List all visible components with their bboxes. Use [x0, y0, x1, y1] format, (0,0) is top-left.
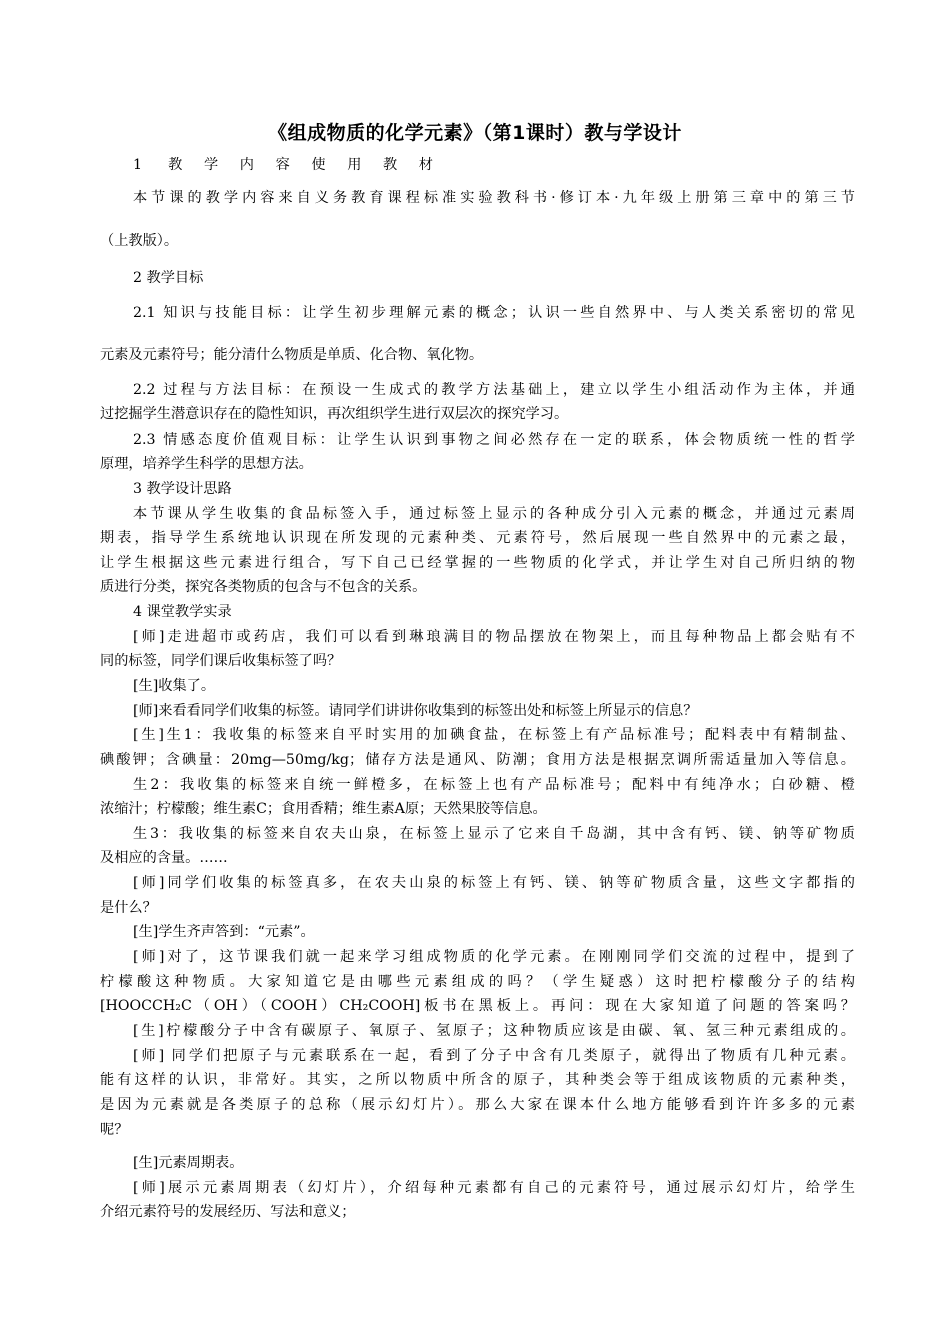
paragraph-line: 质进行分类，探究各类物质的包含与不包含的关系。: [100, 579, 427, 595]
paragraph-line: 同的标签，同学们课后收集标签了吗？: [100, 653, 342, 669]
paragraph-line: 介绍元素符号的发展经历、写法和意义；: [100, 1204, 356, 1220]
paragraph-line: [HOOCCH₂C（OH）（COOH）CH₂COOH]板书在黑板上。再问：现在大家知道了问题的答案吗？: [100, 998, 855, 1014]
paragraph-line: 浓缩汁；柠檬酸；维生素C；食用香精；维生素A原；天然果胶等信息。: [100, 801, 547, 817]
paragraph-line: [师]来看看同学们收集的标签。请同学们讲讲你收集到的标签出处和标签上所显示的信息？: [133, 703, 698, 719]
section-heading-1: 1 教学内容使用教材: [133, 157, 433, 173]
paragraph-line: 原理，培养学生科学的思想方法。: [100, 456, 313, 472]
paragraph-line: 让学生根据这些元素进行组合，写下自己已经掌握的一些物质的化学式，并让学生对自己所归纳的物: [100, 555, 855, 571]
paragraph-line: 呢？: [100, 1122, 129, 1138]
paragraph-line: [师]对了，这节课我们就一起来学习组成物质的化学元素。在刚刚同学们交流的过程中，提到了: [133, 949, 855, 965]
paragraph-line: [生]生1：我收集的标签来自平时实用的加碘食盐，在标签上有产品标准号；配料表中有精制盐、: [133, 727, 855, 743]
paragraph-line: 碘酸钾；含碘量：20mg—50mg/kg；储存方法是通风、防潮；食用方法是根据烹调所需适量加入等信息。: [100, 752, 855, 768]
paragraph-line: 元素及元素符号；能分清什么物质是单质、化合物、氧化物。: [100, 347, 484, 363]
paragraph-line: 本节课的教学内容来自义务教育课程标准实验教科书·修订本·九年级上册第三章中的第三节: [133, 190, 855, 206]
paragraph-line: 期表，指导学生系统地认识现在所发现的元素种类、元素符号，然后展现一些自然界中的元素之最，: [100, 530, 855, 546]
section-heading-3: 3 教学设计思路: [133, 481, 232, 497]
paragraph-line: [生]收集了。: [133, 678, 216, 694]
paragraph-line: [师]走进超市或药店，我们可以看到琳琅满目的物品摆放在物架上，而且每种物品上都会贴有不: [133, 629, 855, 645]
paragraph-line: 及相应的含量。……: [100, 850, 228, 866]
paragraph-line: 是什么？: [100, 900, 157, 916]
paragraph-line: [师]同学们收集的标签真多，在农夫山泉的标签上有钙、镁、钠等矿物质含量，这些文字都指的: [133, 875, 855, 891]
paragraph-line: 2.2 过程与方法目标：在预设一生成式的教学方法基础上，建立以学生小组活动作为主体，并通: [133, 382, 855, 398]
paragraph-line: [生]元素周期表。: [133, 1155, 244, 1171]
paragraph-line: （上教版）。: [100, 233, 179, 249]
paragraph-line: [师] 同学们把原子与元素联系在一起，看到了分子中含有几类原子，就得出了物质有几种元素。: [133, 1048, 855, 1064]
section-heading-4: 4 课堂教学实录: [133, 604, 232, 620]
paragraph-line: [生]柠檬酸分子中含有碳原子、氧原子、氢原子；这种物质应该是由碳、氧、氢三种元素组成的。: [133, 1023, 855, 1039]
paragraph-line: 生3：我收集的标签来自农夫山泉，在标签上显示了它来自千岛湖，其中含有钙、镁、钠等矿物质: [133, 826, 855, 842]
paragraph-line: 2.1 知识与技能目标：让学生初步理解元素的概念；认识一些自然界中、与人类关系密切的常见: [133, 305, 855, 321]
paragraph-line: 2.3 情感态度价值观目标：让学生认识到事物之间必然存在一定的联系，体会物质统一性的哲学: [133, 432, 855, 448]
paragraph-line: [师]展示元素周期表（幻灯片），介绍每种元素都有自己的元素符号，通过展示幻灯片，给学生: [133, 1180, 855, 1196]
paragraph-line: 是因为元素就是各类原子的总称（展示幻灯片）。那么大家在课本什么地方能够看到许许多多的元素: [100, 1097, 855, 1113]
paragraph-line: 过挖掘学生潜意识存在的隐性知识，再次组织学生进行双层次的探究学习。: [100, 406, 569, 422]
document-title: 《组成物质的化学元素》（第1课时）教与学设计: [268, 122, 682, 144]
paragraph-line: [生]学生齐声答到：“元素”。: [133, 924, 315, 940]
paragraph-line: 生2：我收集的标签来自统一鲜橙多，在标签上也有产品标准号；配料中有纯净水；白砂糖、橙: [133, 777, 855, 793]
section-heading-2: 2 教学目标: [133, 270, 204, 286]
paragraph-line: 柠檬酸这种物质。大家知道它是由哪些元素组成的吗？（学生疑惑）这时把柠檬酸分子的结构: [100, 974, 855, 990]
paragraph-line: 能有这样的认识，非常好。其实，之所以物质中所含的原子，其种类会等于组成该物质的元素种类，: [100, 1072, 855, 1088]
paragraph-line: 本节课从学生收集的食品标签入手，通过标签上显示的各种成分引入元素的概念，并通过元素周: [133, 506, 855, 522]
